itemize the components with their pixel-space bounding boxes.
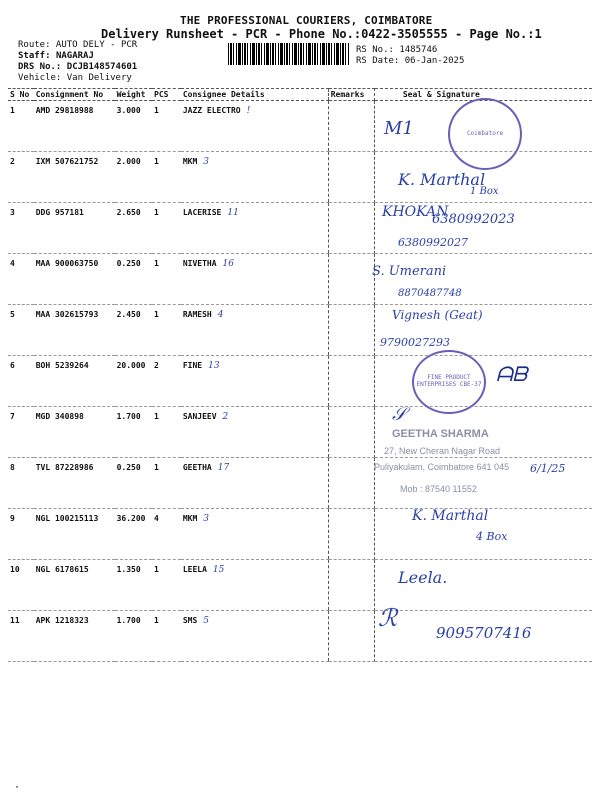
cell-weight: 36.200 <box>115 509 152 560</box>
signature-row3-phone: 6380992023 <box>432 212 515 227</box>
barcode <box>228 43 350 65</box>
signature-row5-phone: 9790027293 <box>380 336 450 349</box>
cell-weight: 0.250 <box>115 254 152 305</box>
cell-consignment: IXM 507621752 <box>34 152 115 203</box>
cell-sno: 9 <box>8 509 34 560</box>
consignee-name: MKM <box>182 157 198 166</box>
cell-pcs: 1 <box>152 203 181 254</box>
handwritten-note: 11 <box>227 208 239 218</box>
cell-consignment: MGD 340898 <box>34 407 115 458</box>
cell-consignment: NGL 100215113 <box>34 509 115 560</box>
page-mark: · <box>14 782 21 793</box>
handwritten-note: 13 <box>208 361 220 371</box>
cell-consignee <box>181 152 328 203</box>
signature-row7: 𝒮 <box>392 404 406 425</box>
staff-value: NAGARAJ <box>55 51 94 61</box>
signature-row2-note: 1 Box <box>470 186 499 197</box>
cell-remarks <box>328 407 374 458</box>
geetha-stamp-mobile: Mob : 87540 11552 <box>400 484 477 494</box>
handwritten-note: 15 <box>212 565 225 575</box>
col-sno: S No <box>8 89 34 101</box>
cell-remarks <box>328 458 374 509</box>
signature-row11-phone: 9095707416 <box>436 624 532 642</box>
col-pcs: PCS <box>152 89 181 101</box>
handwritten-note: 3 <box>203 157 210 167</box>
consignee-name: LEELA <box>182 565 207 574</box>
runsheet-title: Delivery Runsheet - PCR - Phone No.:0422-3505555 - Page No.:1 <box>101 27 542 41</box>
handwritten-note: 5 <box>203 616 210 626</box>
cell-remarks <box>328 254 374 305</box>
rs-date: RS Date: 06-Jan-2025 <box>356 56 465 66</box>
geetha-stamp-name: GEETHA SHARMA <box>392 428 489 440</box>
signature-row2: K. Marthal <box>398 170 486 189</box>
stamp-text: Coimbatore <box>466 130 504 137</box>
cell-consignee <box>181 560 328 611</box>
table-header-row <box>8 89 592 101</box>
signature-row3-phone2: 6380992027 <box>398 236 468 249</box>
signature-row5: Vignesh (Geat) <box>392 308 483 322</box>
table-row <box>8 560 592 611</box>
cell-consignee <box>181 458 328 509</box>
handwritten-note: 3 <box>203 514 210 524</box>
handwritten-note: 4 <box>217 310 224 320</box>
cell-remarks <box>328 203 374 254</box>
handwritten-note: 17 <box>217 463 230 473</box>
staff-line <box>18 51 94 61</box>
cell-consignee <box>181 101 328 152</box>
table-row <box>8 203 592 254</box>
cell-remarks <box>328 356 374 407</box>
cell-pcs: 1 <box>152 101 181 152</box>
signature-row11-mark: ℛ <box>378 604 398 632</box>
cell-consignee <box>181 356 328 407</box>
cell-pcs: 4 <box>152 509 181 560</box>
col-weight: Weight <box>115 89 152 101</box>
cell-sno: 10 <box>8 560 34 611</box>
cell-pcs: 1 <box>152 458 181 509</box>
signature-row9: K. Marthal <box>412 508 489 524</box>
cell-consignment: MAA 900063750 <box>34 254 115 305</box>
cell-consignment: NGL 6178615 <box>34 560 115 611</box>
cell-remarks <box>328 560 374 611</box>
consignee-name: FINE <box>182 361 203 370</box>
signature-row9-note: 4 Box <box>476 530 508 543</box>
consignee-name: RAMESH <box>182 310 212 319</box>
cell-pcs: 1 <box>152 560 181 611</box>
handwritten-note: 2 <box>222 412 229 422</box>
cell-weight: 3.000 <box>115 101 152 152</box>
handwritten-note: ! <box>246 106 251 116</box>
cell-sno: 4 <box>8 254 34 305</box>
consignee-name: LACERISE <box>182 208 222 217</box>
consignee-name: SMS <box>182 616 198 625</box>
table-row <box>8 254 592 305</box>
cell-consignment: BOH 5239264 <box>34 356 115 407</box>
signature-row10: Leela. <box>398 568 448 587</box>
cell-weight: 2.450 <box>115 305 152 356</box>
cell-consignment: DDG 957181 <box>34 203 115 254</box>
cell-pcs: 1 <box>152 152 181 203</box>
route-text: Route: AUTO DELY - PCR <box>18 40 138 50</box>
cell-weight: 1.700 <box>115 611 152 662</box>
cell-sno: 8 <box>8 458 34 509</box>
cell-pcs: 1 <box>152 407 181 458</box>
signature-row4: S. Umerani <box>372 264 447 279</box>
cell-remarks <box>328 305 374 356</box>
cell-sno: 1 <box>8 101 34 152</box>
cell-sno: 7 <box>8 407 34 458</box>
geetha-stamp-address2: Puliyakulam, Coimbatore 641 045 <box>374 462 510 472</box>
cell-sno: 6 <box>8 356 34 407</box>
signature-row1: M1 <box>384 118 414 139</box>
drs-line <box>18 62 137 72</box>
col-consignee: Consignee Details <box>181 89 328 101</box>
cell-consignee <box>181 305 328 356</box>
table-row <box>8 407 592 458</box>
cell-weight: 0.250 <box>115 458 152 509</box>
signature-row6: ᗩᗷ <box>496 362 528 386</box>
cell-remarks <box>328 611 374 662</box>
consignee-name: JAZZ ELECTRO <box>182 106 241 115</box>
cell-weight: 1.350 <box>115 560 152 611</box>
cell-remarks <box>328 101 374 152</box>
signature-row4-phone: 8870487748 <box>398 288 462 299</box>
cell-weight: 20.000 <box>115 356 152 407</box>
staff-label: Staff: <box>18 51 51 61</box>
drs-label: DRS No.: <box>18 62 62 72</box>
rs-number: RS No.: 1485746 <box>356 45 438 55</box>
cell-consignee <box>181 203 328 254</box>
cell-consignment: MAA 302615793 <box>34 305 115 356</box>
cell-sno: 5 <box>8 305 34 356</box>
cell-weight: 2.000 <box>115 152 152 203</box>
cell-pcs: 2 <box>152 356 181 407</box>
cell-remarks <box>328 152 374 203</box>
cell-consignee <box>181 407 328 458</box>
cell-consignee <box>181 254 328 305</box>
fine-product-stamp <box>412 350 486 414</box>
vehicle-text: Vehicle: Van Delivery <box>18 73 132 83</box>
cell-consignment: APK 1218323 <box>34 611 115 662</box>
cell-remarks <box>328 509 374 560</box>
geetha-stamp-address1: 27, New Cheran Nagar Road <box>384 446 501 456</box>
handwritten-note: 16 <box>222 259 234 269</box>
col-seal: Seal & Signature <box>374 89 592 101</box>
consignee-name: MKM <box>182 514 198 523</box>
stamp-text: FINE PRODUCT ENTERPRISES CBE-37 <box>416 374 482 388</box>
drs-value: DCJB148574601 <box>66 62 138 72</box>
cell-sno: 3 <box>8 203 34 254</box>
company-title: THE PROFESSIONAL COURIERS, COIMBATORE <box>180 14 433 27</box>
cell-pcs: 1 <box>152 611 181 662</box>
table-row <box>8 305 592 356</box>
cell-weight: 2.650 <box>115 203 152 254</box>
cell-weight: 1.700 <box>115 407 152 458</box>
cell-consignment: TVL 87228986 <box>34 458 115 509</box>
cell-consignee <box>181 611 328 662</box>
consignee-name: NIVETHA <box>182 259 217 268</box>
cell-pcs: 1 <box>152 305 181 356</box>
cell-pcs: 1 <box>152 254 181 305</box>
cell-consignee <box>181 509 328 560</box>
consignee-name: GEETHA <box>182 463 212 472</box>
signature-row8-date: 6/1/25 <box>530 462 566 475</box>
cell-consignment: AMD 29818988 <box>34 101 115 152</box>
col-consignment: Consignment No <box>34 89 115 101</box>
consignee-name: SANJEEV <box>182 412 217 421</box>
cell-sno: 2 <box>8 152 34 203</box>
company-round-stamp <box>448 98 522 170</box>
signature-row3: KHOKAN <box>382 204 449 220</box>
cell-sno: 11 <box>8 611 34 662</box>
col-remarks: Remarks <box>328 89 374 101</box>
